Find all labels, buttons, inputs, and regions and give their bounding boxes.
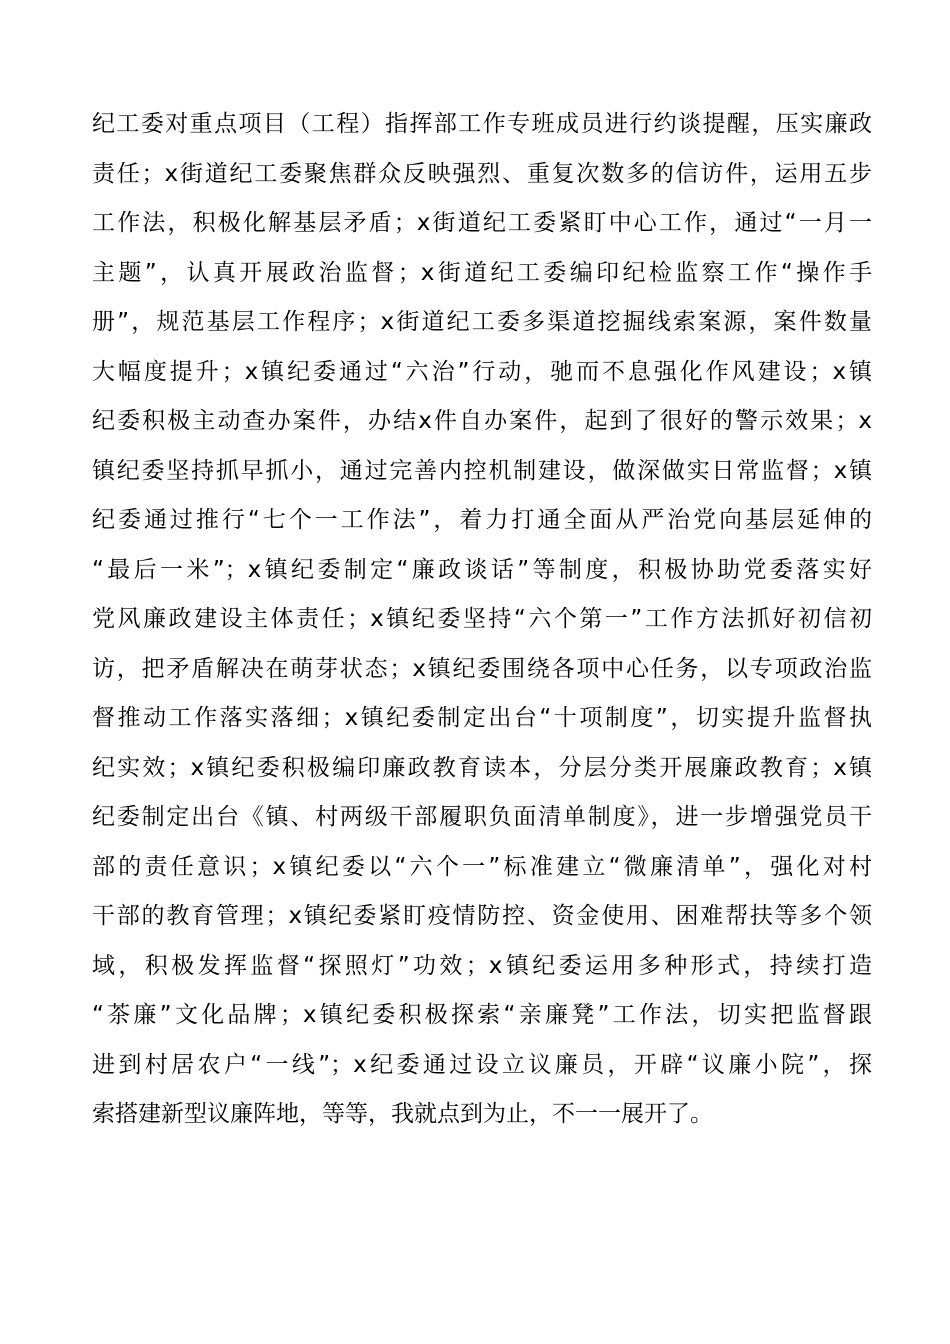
text-line: 索搭建新型议廉阵地，等等，我就点到为止，不一一展开了。 (92, 1101, 713, 1127)
text-line: 督推动工作落实落细；x镇纪委制定出台“十项制度”，切实提升监督执 (92, 705, 872, 731)
text-line: 主题”，认真开展政治监督；x街道纪工委编印纪检监察工作“操作手 (92, 259, 872, 286)
body-paragraph (92, 100, 872, 1140)
text-line: 纪工委对重点项目（工程）指挥部工作专班成员进行约谈提醒，压实廉政 (92, 111, 872, 137)
text-line: 册”，规范基层工作程序；x街道纪工委多渠道挖掘线索案源，案件数量 (92, 309, 872, 335)
text-line: “最后一米”；x镇纪委制定“廉政谈话”等制度，积极协助党委落实好 (92, 556, 872, 583)
text-line: 党风廉政建设主体责任；x镇纪委坚持“六个第一”工作方法抓好初信初 (92, 606, 872, 632)
text-line: 干部的教育管理；x镇纪委紧盯疫情防控、资金使用、困难帮扶等多个领 (92, 903, 872, 929)
text-line: 责任；x街道纪工委聚焦群众反映强烈、重复次数多的信访件，运用五步 (92, 160, 872, 187)
text-line: “茶廉”文化品牌；x镇纪委积极探索“亲廉凳”工作法，切实把监督跟 (92, 1002, 872, 1028)
text-line: 部的责任意识；x镇纪委以“六个一”标准建立“微廉清单”，强化对村 (92, 853, 872, 880)
text-line: 镇纪委坚持抓早抓小，通过完善内控机制建设，做深做实日常监督；x镇 (92, 457, 872, 484)
text-line: 纪委积极主动查办案件，办结x件自办案件，起到了很好的警示效果；x (92, 408, 872, 434)
text-line: 域，积极发挥监督“探照灯”功效；x镇纪委运用多种形式，持续打造 (92, 952, 872, 979)
text-line: 纪实效；x镇纪委积极编印廉政教育读本，分层分类开展廉政教育；x镇 (92, 754, 872, 781)
text-line: 进到村居农户“一线”；x纪委通过设立议廉员，开辟“议廉小院”，探 (92, 1051, 872, 1078)
text-line: 纪委制定出台《镇、村两级干部履职负面清单制度》，进一步增强党员干 (92, 804, 872, 830)
text-line: 工作法，积极化解基层矛盾；x街道纪工委紧盯中心工作，通过“一月一 (92, 210, 872, 236)
text-line: 纪委通过推行“七个一工作法”，着力打通全面从严治党向基层延伸的 (92, 507, 872, 533)
text-line: 大幅度提升；x镇纪委通过“六治”行动，驰而不息强化作风建设；x镇 (92, 358, 872, 385)
text-line: 访，把矛盾解决在萌芽状态；x镇纪委围绕各项中心任务，以专项政治监 (92, 655, 872, 682)
